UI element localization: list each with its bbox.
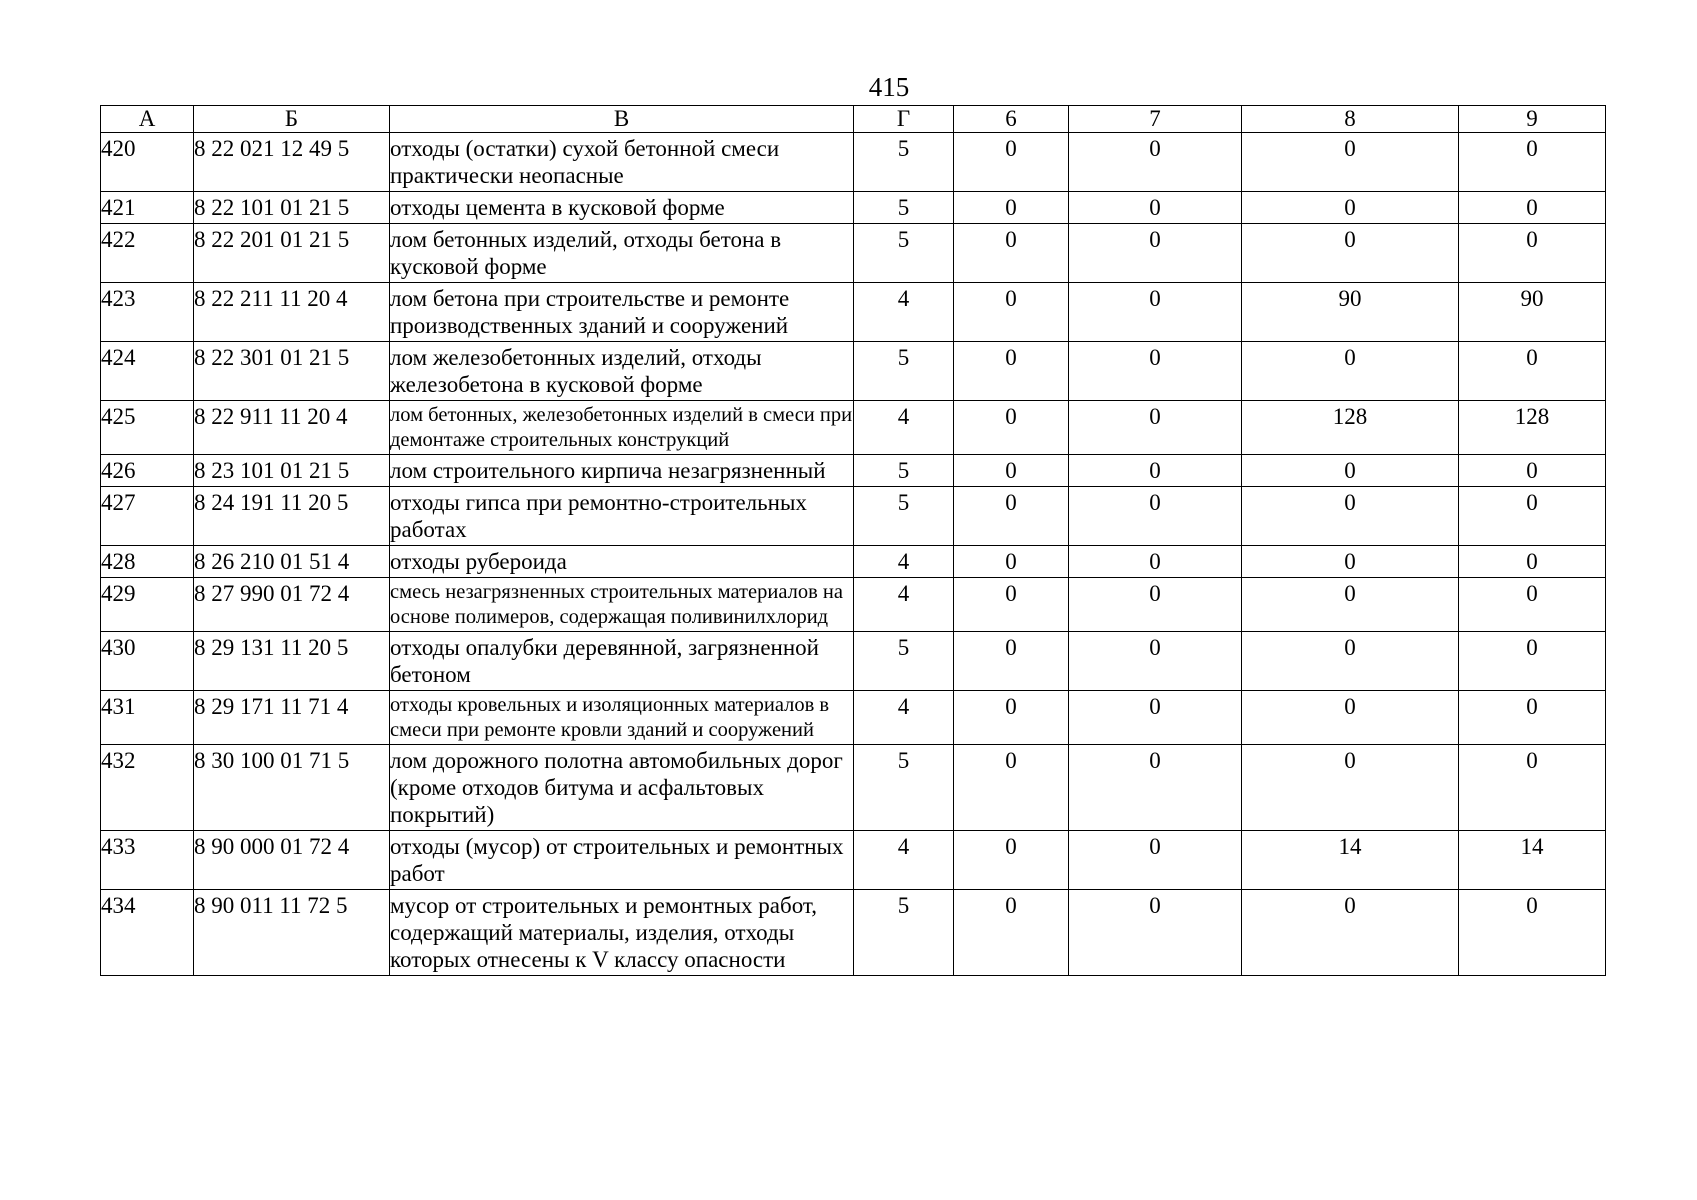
value-cell-7: 0 <box>1069 283 1242 342</box>
value-cell-8: 0 <box>1242 691 1459 745</box>
value-cell-6: 0 <box>954 283 1069 342</box>
waste-code-cell: 8 22 211 11 20 4 <box>194 283 390 342</box>
row-number-cell: 422 <box>101 224 194 283</box>
value-cell-7: 0 <box>1069 546 1242 578</box>
waste-name-cell: отходы цемента в кусковой форме <box>390 192 854 224</box>
hazard-class-cell: 5 <box>854 487 954 546</box>
row-number-cell: 425 <box>101 401 194 455</box>
value-cell-8: 0 <box>1242 192 1459 224</box>
waste-name-cell: лом железобетонных изделий, отходы железобетона в кусковой форме <box>390 342 854 401</box>
table-row <box>101 342 1606 401</box>
waste-name-cell: отходы рубероида <box>390 546 854 578</box>
value-cell-7: 0 <box>1069 133 1242 192</box>
value-cell-7: 0 <box>1069 401 1242 455</box>
table-row <box>101 632 1606 691</box>
hazard-class-cell: 4 <box>854 546 954 578</box>
value-cell-9: 0 <box>1459 745 1606 831</box>
row-number-cell: 420 <box>101 133 194 192</box>
value-cell-6: 0 <box>954 224 1069 283</box>
waste-code-cell: 8 22 301 01 21 5 <box>194 342 390 401</box>
value-cell-7: 0 <box>1069 632 1242 691</box>
value-cell-8: 0 <box>1242 455 1459 487</box>
waste-code-cell: 8 90 000 01 72 4 <box>194 831 390 890</box>
value-cell-7: 0 <box>1069 224 1242 283</box>
value-cell-9: 0 <box>1459 224 1606 283</box>
waste-name-cell: лом строительного кирпича незагрязненный <box>390 455 854 487</box>
value-cell-6: 0 <box>954 691 1069 745</box>
value-cell-8: 0 <box>1242 745 1459 831</box>
value-cell-7: 0 <box>1069 578 1242 632</box>
hazard-class-cell: 5 <box>854 632 954 691</box>
value-cell-8: 0 <box>1242 342 1459 401</box>
waste-code-cell: 8 22 101 01 21 5 <box>194 192 390 224</box>
value-cell-9: 0 <box>1459 487 1606 546</box>
value-cell-8: 0 <box>1242 890 1459 976</box>
value-cell-7: 0 <box>1069 455 1242 487</box>
value-cell-9: 0 <box>1459 691 1606 745</box>
hazard-class-cell: 4 <box>854 578 954 632</box>
waste-name-cell: отходы (остатки) сухой бетонной смеси практически неопасные <box>390 133 854 192</box>
table-row <box>101 691 1606 745</box>
waste-code-cell: 8 29 131 11 20 5 <box>194 632 390 691</box>
header-cell-6: 6 <box>954 106 1069 133</box>
waste-code-cell: 8 22 911 11 20 4 <box>194 401 390 455</box>
value-cell-9: 0 <box>1459 632 1606 691</box>
value-cell-6: 0 <box>954 342 1069 401</box>
page-number: 415 <box>868 72 910 102</box>
table-row <box>101 546 1606 578</box>
value-cell-7: 0 <box>1069 890 1242 976</box>
value-cell-9: 90 <box>1459 283 1606 342</box>
value-cell-8: 0 <box>1242 487 1459 546</box>
value-cell-8: 14 <box>1242 831 1459 890</box>
waste-name-cell: мусор от строительных и ремонтных работ, содержащий материалы, изделия, отходы которых отнесены к V классу опасности <box>390 890 854 976</box>
row-number-cell: 426 <box>101 455 194 487</box>
row-number-cell: 432 <box>101 745 194 831</box>
waste-code-cell: 8 90 011 11 72 5 <box>194 890 390 976</box>
row-number-cell: 434 <box>101 890 194 976</box>
value-cell-8: 0 <box>1242 632 1459 691</box>
waste-table <box>100 105 1606 976</box>
value-cell-7: 0 <box>1069 831 1242 890</box>
value-cell-6: 0 <box>954 192 1069 224</box>
hazard-class-cell: 5 <box>854 192 954 224</box>
table-row <box>101 401 1606 455</box>
value-cell-7: 0 <box>1069 691 1242 745</box>
value-cell-6: 0 <box>954 745 1069 831</box>
row-number-cell: 431 <box>101 691 194 745</box>
value-cell-9: 0 <box>1459 890 1606 976</box>
header-cell-g: Г <box>854 106 954 133</box>
row-number-cell: 429 <box>101 578 194 632</box>
waste-name-cell: лом бетонных, железобетонных изделий в смеси при демонтаже строительных конструкций <box>390 401 854 455</box>
table-row <box>101 890 1606 976</box>
value-cell-8: 0 <box>1242 224 1459 283</box>
waste-code-cell: 8 29 171 11 71 4 <box>194 691 390 745</box>
value-cell-6: 0 <box>954 487 1069 546</box>
waste-code-cell: 8 27 990 01 72 4 <box>194 578 390 632</box>
value-cell-9: 0 <box>1459 546 1606 578</box>
value-cell-6: 0 <box>954 455 1069 487</box>
value-cell-9: 0 <box>1459 192 1606 224</box>
value-cell-9: 0 <box>1459 455 1606 487</box>
header-cell-8: 8 <box>1242 106 1459 133</box>
header-cell-a: А <box>101 106 194 133</box>
waste-name-cell: отходы гипса при ремонтно-строительных работах <box>390 487 854 546</box>
table-row <box>101 578 1606 632</box>
value-cell-8: 0 <box>1242 578 1459 632</box>
hazard-class-cell: 5 <box>854 342 954 401</box>
value-cell-7: 0 <box>1069 192 1242 224</box>
table-row <box>101 133 1606 192</box>
row-number-cell: 424 <box>101 342 194 401</box>
table-header-row <box>101 106 1606 133</box>
waste-code-cell: 8 23 101 01 21 5 <box>194 455 390 487</box>
table-row <box>101 745 1606 831</box>
waste-code-cell: 8 22 201 01 21 5 <box>194 224 390 283</box>
table-row <box>101 455 1606 487</box>
header-cell-7: 7 <box>1069 106 1242 133</box>
waste-name-cell: отходы (мусор) от строительных и ремонтных работ <box>390 831 854 890</box>
waste-name-cell: лом бетона при строительстве и ремонте производственных зданий и сооружений <box>390 283 854 342</box>
row-number-cell: 421 <box>101 192 194 224</box>
waste-name-cell: отходы опалубки деревянной, загрязненной бетоном <box>390 632 854 691</box>
value-cell-6: 0 <box>954 890 1069 976</box>
value-cell-8: 0 <box>1242 133 1459 192</box>
hazard-class-cell: 4 <box>854 831 954 890</box>
waste-code-cell: 8 24 191 11 20 5 <box>194 487 390 546</box>
hazard-class-cell: 4 <box>854 283 954 342</box>
waste-name-cell: лом дорожного полотна автомобильных дорог (кроме отходов битума и асфальтовых покрытий) <box>390 745 854 831</box>
header-cell-9: 9 <box>1459 106 1606 133</box>
row-number-cell: 427 <box>101 487 194 546</box>
waste-code-cell: 8 26 210 01 51 4 <box>194 546 390 578</box>
waste-code-cell: 8 30 100 01 71 5 <box>194 745 390 831</box>
header-cell-b: Б <box>194 106 390 133</box>
value-cell-9: 14 <box>1459 831 1606 890</box>
waste-name-cell: отходы кровельных и изоляционных материалов в смеси при ремонте кровли зданий и сооружений <box>390 691 854 745</box>
value-cell-9: 128 <box>1459 401 1606 455</box>
hazard-class-cell: 4 <box>854 691 954 745</box>
hazard-class-cell: 5 <box>854 224 954 283</box>
hazard-class-cell: 5 <box>854 745 954 831</box>
value-cell-6: 0 <box>954 578 1069 632</box>
hazard-class-cell: 4 <box>854 401 954 455</box>
value-cell-9: 0 <box>1459 133 1606 192</box>
value-cell-8: 90 <box>1242 283 1459 342</box>
header-cell-v: В <box>390 106 854 133</box>
table-row <box>101 283 1606 342</box>
hazard-class-cell: 5 <box>854 455 954 487</box>
waste-code-cell: 8 22 021 12 49 5 <box>194 133 390 192</box>
value-cell-6: 0 <box>954 133 1069 192</box>
value-cell-6: 0 <box>954 632 1069 691</box>
value-cell-7: 0 <box>1069 487 1242 546</box>
hazard-class-cell: 5 <box>854 133 954 192</box>
hazard-class-cell: 5 <box>854 890 954 976</box>
row-number-cell: 423 <box>101 283 194 342</box>
row-number-cell: 433 <box>101 831 194 890</box>
value-cell-6: 0 <box>954 831 1069 890</box>
value-cell-8: 128 <box>1242 401 1459 455</box>
table-row <box>101 192 1606 224</box>
waste-name-cell: лом бетонных изделий, отходы бетона в кусковой форме <box>390 224 854 283</box>
row-number-cell: 428 <box>101 546 194 578</box>
value-cell-7: 0 <box>1069 745 1242 831</box>
value-cell-6: 0 <box>954 546 1069 578</box>
table-row <box>101 831 1606 890</box>
value-cell-8: 0 <box>1242 546 1459 578</box>
row-number-cell: 430 <box>101 632 194 691</box>
table-row <box>101 487 1606 546</box>
value-cell-7: 0 <box>1069 342 1242 401</box>
value-cell-9: 0 <box>1459 342 1606 401</box>
table-row <box>101 224 1606 283</box>
value-cell-9: 0 <box>1459 578 1606 632</box>
value-cell-6: 0 <box>954 401 1069 455</box>
waste-name-cell: смесь незагрязненных строительных материалов на основе полимеров, содержащая поливинилхлорид <box>390 578 854 632</box>
